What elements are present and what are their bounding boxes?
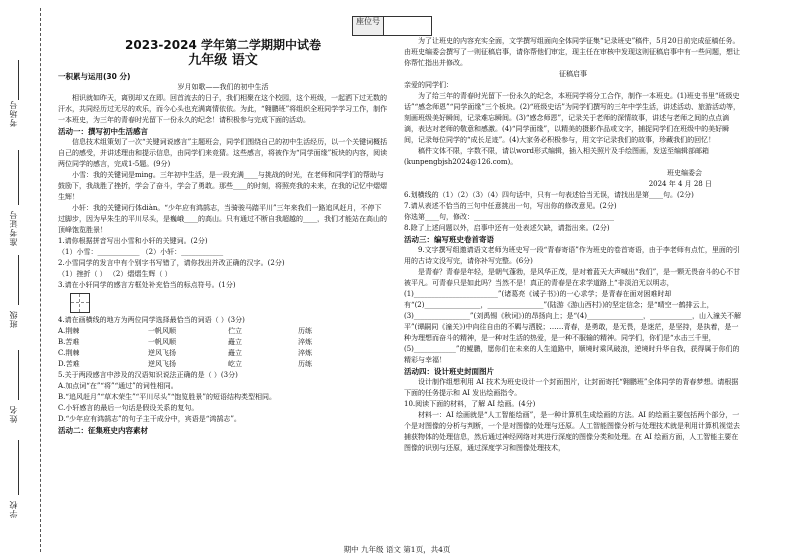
binding-margin	[0, 0, 52, 560]
exam-subtitle: 九年级 语文	[188, 53, 258, 68]
exam-room-label: 考场号	[9, 100, 18, 127]
notice-signature: 班史编委会	[667, 169, 702, 177]
question-10: 10.阅读下面的材料，了解 AI 绘画。(4分)	[404, 400, 536, 408]
notice-submission: 稿件文体不限，字数不限，请以word形式编辑，插入相关照片及手绘图画，发送至编辑部邮箱(kunpengbjsh2024@126.com)。	[404, 147, 710, 166]
school-field[interactable]	[18, 440, 19, 495]
name-field[interactable]	[18, 350, 19, 400]
question-7-answer[interactable]: 你选第____句，修改：________________________________________	[404, 213, 614, 221]
exam-id-label: 准考证号	[9, 210, 18, 246]
seat-number-field[interactable]	[384, 17, 431, 35]
activity-3-heading: 活动三：编写班史卷首寄语	[404, 235, 494, 244]
option-row[interactable]: C.荆棘 逆风飞扬 矗立 淬炼	[58, 349, 312, 357]
activity-2-heading: 活动二：征集班史内容素材	[58, 426, 148, 435]
notice-title: 征稿启事	[559, 70, 587, 78]
activity-2-intro: 为了让班史的内容充实全面，文学撰写组面向全体同学征集“记录班史”稿件，5月20日前完成征稿任务。由班史编委会撰写了一则征稿启事，请你帮他们审定，现主任在审核中发现这则征稿启事中有一些问题，想让你帮忙指出并修改。	[404, 37, 740, 67]
exam-title: 2023-2024 学年第二学期期中试卷	[125, 38, 321, 52]
question-5-option-b[interactable]: B.“追风赶月”“草木荣生”“平川尽头”“饱览胜景”的短语结构类型相同。	[58, 393, 276, 401]
question-7: 7.请从表述不恰当的三句中任意挑出一句，写出你的修改意见。(2分)	[404, 202, 617, 210]
question-2-answer[interactable]: （1）挫折（ ） （2）熠熠生辉（ ）	[58, 270, 172, 278]
question-5-option-c[interactable]: C.小轩感言的最后一句话是假设关系的复句。	[58, 404, 199, 412]
left-column	[58, 36, 388, 436]
speech-xiaoxue: 小雪：我的关键词是ming。三年初中生活，是一段充满____与挑战的时光，在老师和同学们的帮助与鼓励下，我战胜了挫折，学会了奋斗，学会了勇敢。那些____的时刻，将照亮我的未来，在我的记忆中熠熠生辉！	[58, 171, 387, 201]
speech-xiaoxuan: 小轩：我的关键词行体diàn。“少年应有鸿鹄志，当骑骏马踏平川”三年来我们一路追风赶月，不停下过脚步，因为早朱生的平川尽头，是巍峨____的高山。只有通过不断自我超越的____，我们才能站在高山的顶峰饱览胜景！	[58, 204, 387, 234]
question-4: 4.请在画横线的地方为两位同学选择最恰当的词语（ ）(3分)	[58, 316, 245, 324]
right-column	[404, 36, 742, 454]
exam-room-field[interactable]	[18, 60, 19, 100]
question-2: 2.小雪同学的发言中有个别字书写错了，请你找出并改正确的汉字。(2分)	[58, 259, 285, 267]
seat-number-box	[352, 16, 432, 36]
option-row[interactable]: D.苦难 逆风飞扬 屹立 历练	[58, 360, 312, 368]
activity-4-heading: 活动四：设计班史封面图片	[404, 367, 494, 376]
page-footer: 期中 九年级 语文 第1页，共4页	[343, 545, 451, 554]
notice-body: 为了给三年的青春时光留下一份永久的纪念，本班同学将分工合作，制作一本班史。(1)班史书里“班级史话”“感念师恩”“同学面缘”三个板块。(2)“班级史话”为同学们撰写的三年中学生活，讲述活动、旅游活动等，刻画班级美好瞬间，记录难忘瞬间。(3)“感念师恩”，记录关于老师的深情故事，讲述与老师之间的点点滴滴，表达对老师的敬意和感激。(4)“同学面缘”，以精美的摄影作品或文字，捕捉同学们在班级中的美好瞬间，记录每位同学的“成长足迹”。(4)大家务必积极参与，用文字记录我们的故事，珍藏我们的回忆！	[404, 92, 740, 144]
question-3: 3.请在小轩同学的感言方框处补充恰当的标点符号。(1分)	[58, 281, 236, 289]
punctuation-box[interactable]	[70, 293, 90, 313]
question-4-options	[58, 326, 388, 370]
question-6: 6.划横线的（1）（2）（3）（4）四句话中，只有一句表述恰当无误，请找出是第____句。(2分)	[404, 191, 694, 199]
question-1: 1.请你根据拼音写出小雪和小轩的关键词。(2分)	[58, 237, 208, 245]
binding-dashed-line	[40, 8, 41, 552]
school-label: 学校	[9, 500, 18, 518]
question-1-answer[interactable]: （1）小雪：____________ （2）小轩：____________	[58, 248, 224, 256]
class-field[interactable]	[18, 255, 19, 305]
question-5: 5.关于两段感言中涉及的汉语知识说法正确的是（ ）(3分)	[58, 371, 238, 379]
notice-date: 2024 年 4 月 28 日	[648, 180, 712, 188]
question-8: 8.除了上述问题以外，启事中还有一处表述欠缺，请指出来。(2分)	[404, 224, 610, 232]
notice-greeting: 亲爱的同学们：	[404, 81, 453, 89]
intro-paragraph: 相识就如昨天，离别却又在即。回首流去的日子，我们相聚在这个校园，这个班级，一起洒下过无数的汗水，共同经历过无尽的欢乐，而今心头也充满离情依依。为此，“翱鹏班”将组织全班同学学习工作，制作一本班史，为三年的青春时光留下一份永久的纪念！请积极参与完成下面的活动。	[58, 94, 388, 124]
question-5-option-d[interactable]: D.“少年应有鸿鹄志”的句子主干成分中，宾语是“鸿鹄志”。	[58, 415, 241, 423]
option-row[interactable]: B.苦难 一帆风顺 矗立 淬炼	[58, 338, 312, 346]
topic-title: 岁月如歌——我们的初中生活	[177, 83, 269, 91]
class-label: 班级	[9, 310, 18, 328]
activity-1-heading: 活动一：撰写初中生活感言	[58, 127, 148, 136]
activity-4-intro: 设计制作组想利用 AI 技术为班史设计一个封面图片，让封面寄托“翱鹏班”全体同学的青春梦想。请根据下面的任务提示和 AI 发出绘画指令。	[404, 378, 739, 397]
seat-number-label: 座位号	[353, 17, 384, 35]
option-row[interactable]: A.荆棘 一帆风顺 伫立 历练	[58, 327, 312, 335]
section-heading: 一积累与运用(30 分)	[58, 72, 131, 81]
activity-1-intro: 信息技术组策划了一次“关键词说感言”主题班会，同学们围绕自己的初中生活经历，以一个关键词概括自己的感受，并讲述理由和提示信息，由同学们来竞猜。这些感言，将被作为“同学面缘”板块的内容，阅读两位同学的感言，完成1-5题。(9分)	[58, 138, 388, 168]
material-one: 材料一：AI 绘画就是“人工智能绘画”，是一种计算机生成绘画的方法。AI 的绘画主要包括两个部分，一个是对图像的分析与判断，一个是对图像的处理与还原。人工智能图像分析与处理技术就是利用计算机视觉去捕获物体的处理信息，然后通过神经网络对其进行深度的图像分类和处理。在 AI 绘画方面，人工智能主要在图像的识别与还原，通过深度学习和图像处理技术，	[404, 411, 740, 452]
question-9: 9.文字撰写组邀请语文老师为班史写一段“青春寄语”作为班史的卷首寄语，由于李老师有点忙，里面的引用的古诗文没写完，请你补写完整。(6分)	[404, 246, 740, 265]
name-label: 姓名	[9, 405, 18, 423]
question-5-option-a[interactable]: A.加点词“在”“将”“通过”的词性相同。	[58, 382, 178, 390]
question-9-passage[interactable]: 是青春？青春是年轻，是朝气蓬勃，是风华正茂，是对着蓝天大声喊出“我们”，是一颗无畏奋斗的心不甘被平凡。可青春只是如此吗？当然不是！真正的青春是在求学道路上“非淡泊无以明志，(1)________________________”(诸葛亮《诫子书》)的一心求学；是青春在面对困难时却有“(2)________________，________________”(陆游《游山西村》)的坚定信念；是“晴空一鹤排云上，(3)________________”(刘禹锡《秋词》)的昂扬向上；是“(4)________________，____________，山入潼关不解平”(谭嗣同《潼关》)中向往自由的不羁与洒脱；……青春，是勇敢，是无畏，是迷茫，是坚持，是执着，是一种为理想而奋斗的精神，是一种对生活的热爱，是一种不服输的精神。同学们，你们是“水击三千里，(5)____________”的鲲鹏，愿你们在未来的人生道路中，顺境时乘风破浪，逆境时升华自我，获得属于你们的精彩与幸福！	[404, 268, 741, 364]
exam-id-field[interactable]	[18, 150, 19, 205]
